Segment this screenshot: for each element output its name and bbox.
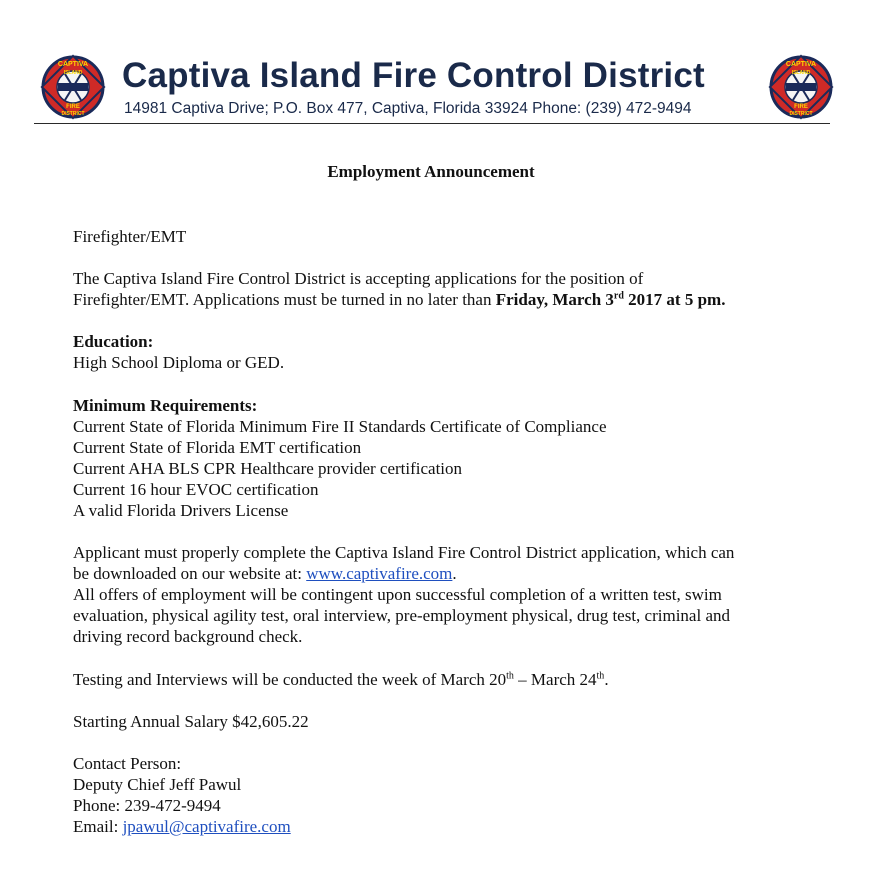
- requirement-item: A valid Florida Drivers License: [73, 501, 289, 520]
- application-section: [73, 542, 734, 647]
- education-section: [73, 331, 284, 373]
- testing-dates: [73, 669, 609, 690]
- apply-line: Applicant must properly complete the Captiva Island Fire Control District application, which can: [73, 543, 735, 562]
- testing-text: – March 24: [513, 670, 597, 689]
- ordinal: th: [596, 670, 605, 682]
- svg-text:CAPTIVA: CAPTIVA: [57, 61, 89, 68]
- contact-phone: Phone: 239-472-9494: [73, 796, 221, 815]
- fire-district-logo: [768, 52, 834, 122]
- contact-heading: Contact Person:: [73, 754, 182, 773]
- apply-text: be downloaded on our website at:: [73, 564, 307, 583]
- intro-line: [73, 289, 725, 310]
- apply-punct: .: [452, 564, 457, 583]
- requirement-item: Current State of Florida Minimum Fire II Standards Certificate of Compliance: [73, 417, 607, 436]
- deadline-time: 2017 at 5 pm.: [623, 290, 726, 309]
- svg-text:DISTRICT: DISTRICT: [61, 111, 85, 117]
- contact-email-line: [73, 816, 291, 837]
- intro-paragraph: [73, 268, 725, 310]
- contact-section: [73, 753, 291, 837]
- fire-district-logo: [40, 52, 106, 122]
- email-link[interactable]: jpawul@captivafire.com: [122, 817, 291, 836]
- org-name: Captiva Island Fire Control District: [122, 56, 705, 95]
- deadline-text: [496, 290, 726, 309]
- letterhead: [0, 0, 883, 130]
- offer-line: driving record background check.: [73, 627, 303, 646]
- requirements-section: [73, 395, 607, 521]
- website-link[interactable]: www.captivafire.com: [306, 564, 453, 583]
- education-text: High School Diploma or GED.: [73, 353, 285, 372]
- intro-text: Firefighter/EMT. Applications must be turned in no later than: [73, 290, 496, 309]
- announcement-title: Employment Announcement: [327, 162, 535, 181]
- offer-line: evaluation, physical agility test, oral interview, pre-employment physical, drug test, criminal and: [73, 606, 730, 625]
- svg-text:FIRE: FIRE: [794, 104, 808, 110]
- offer-line: All offers of employment will be contingent upon successful completion of a written test, swim: [73, 585, 722, 604]
- requirement-item: Current State of Florida EMT certification: [73, 438, 362, 457]
- testing-punct: .: [604, 670, 609, 689]
- ordinal: th: [506, 670, 514, 682]
- svg-text:CAPTIVA: CAPTIVA: [785, 61, 817, 68]
- salary: Starting Annual Salary $42,605.22: [73, 712, 309, 731]
- requirements-heading: Minimum Requirements:: [73, 396, 258, 415]
- intro-line: The Captiva Island Fire Control District is accepting applications for the position of: [73, 269, 644, 288]
- position-title: Firefighter/EMT: [73, 227, 187, 246]
- email-label: Email:: [73, 817, 123, 836]
- svg-text:DISTRICT: DISTRICT: [789, 111, 813, 117]
- requirement-item: Current 16 hour EVOC certification: [73, 480, 319, 499]
- education-heading: Education:: [73, 332, 154, 351]
- svg-text:ISLAND: ISLAND: [63, 70, 83, 76]
- svg-text:ISLAND: ISLAND: [791, 70, 811, 76]
- contact-name: Deputy Chief Jeff Pawul: [73, 775, 242, 794]
- org-address: 14981 Captiva Drive; P.O. Box 477, Captiva, Florida 33924 Phone: (239) 472-9494: [124, 100, 692, 117]
- svg-text:FIRE: FIRE: [66, 104, 80, 110]
- deadline-date: Friday, March 3: [495, 290, 614, 309]
- testing-text: Testing and Interviews will be conducted the week of March 20: [73, 670, 507, 689]
- requirement-item: Current AHA BLS CPR Healthcare provider certification: [73, 459, 463, 478]
- apply-line: [73, 563, 734, 584]
- deadline-ordinal: rd: [613, 290, 624, 302]
- header-divider: [34, 123, 830, 124]
